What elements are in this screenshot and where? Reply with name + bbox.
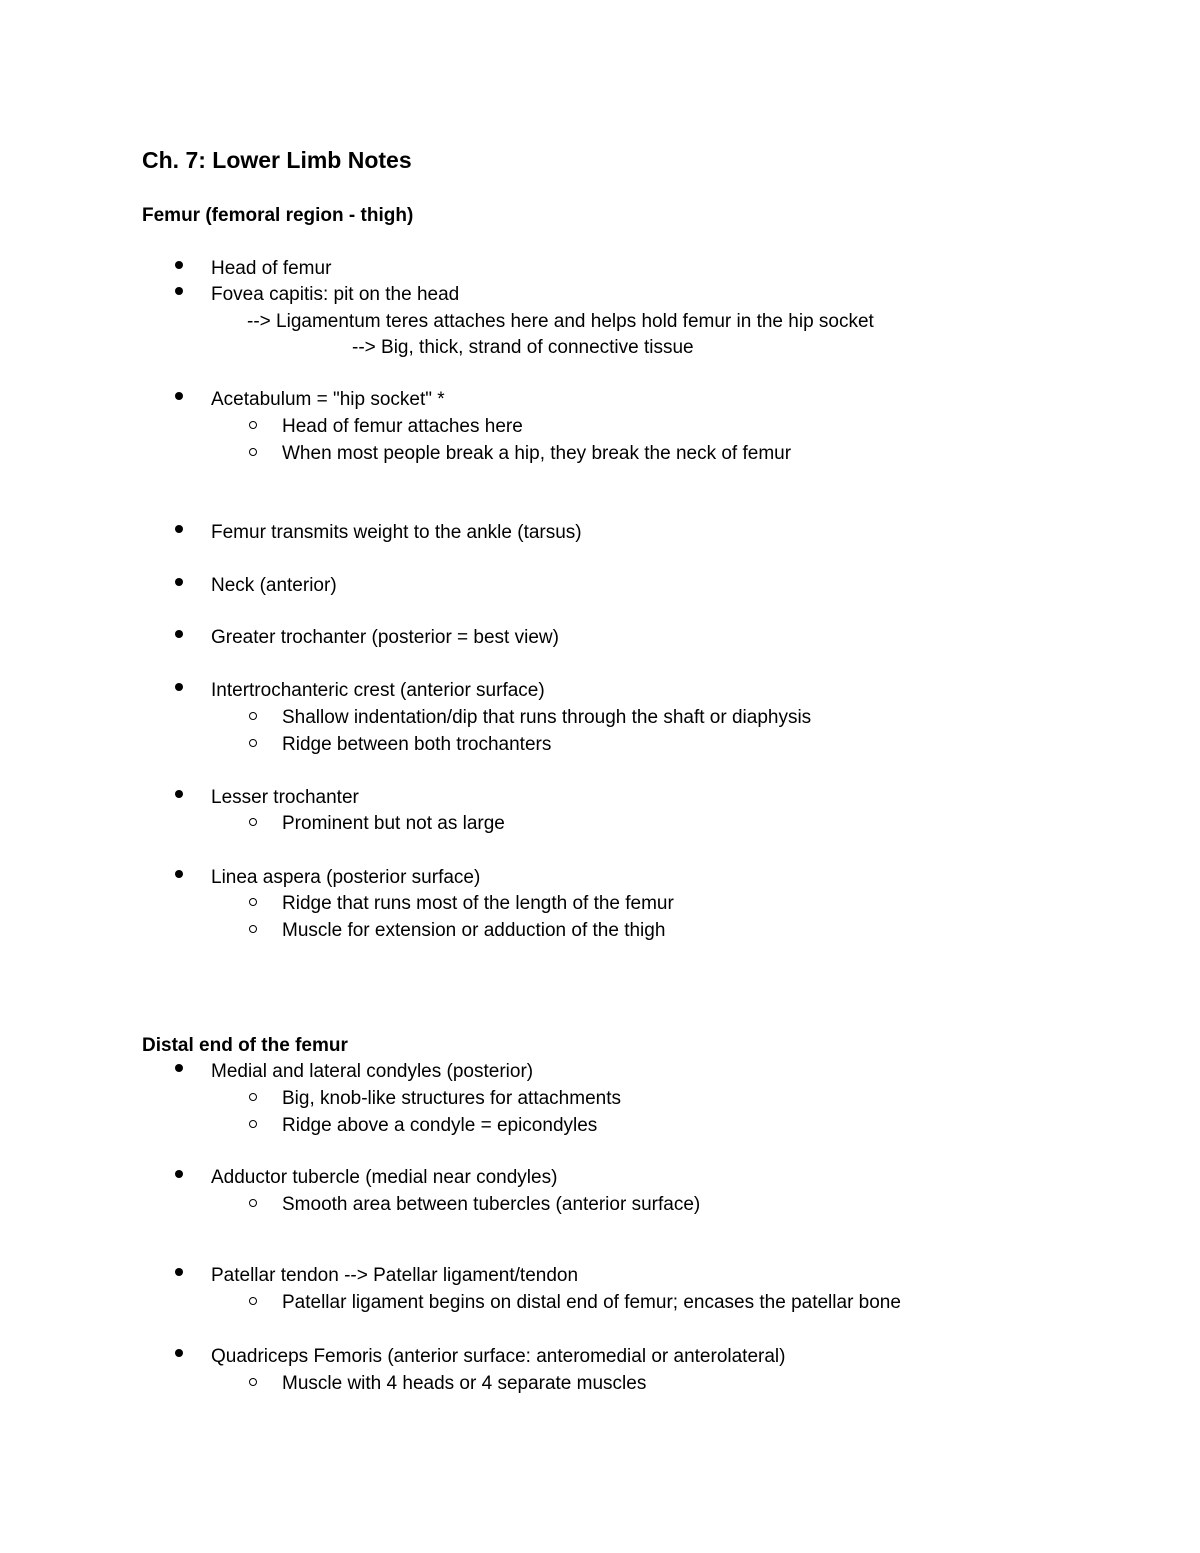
sub-bullet-icon bbox=[249, 1120, 257, 1128]
list-item: Medial and lateral condyles (posterior) bbox=[211, 1061, 534, 1082]
section-heading-femur: Femur (femoral region - thigh) bbox=[142, 205, 414, 226]
sub-bullet-icon bbox=[249, 1199, 257, 1207]
sub-bullet-icon bbox=[249, 739, 257, 747]
sub-bullet-icon bbox=[249, 421, 257, 429]
bullet-icon bbox=[175, 261, 183, 269]
sub-bullet-icon bbox=[249, 818, 257, 826]
list-item: Neck (anterior) bbox=[211, 575, 337, 596]
list-item: Acetabulum = "hip socket" * bbox=[211, 389, 445, 410]
list-item: Patellar ligament begins on distal end of femur; encases the patellar bone bbox=[282, 1292, 901, 1313]
bullet-icon bbox=[175, 1064, 183, 1072]
bullet-icon bbox=[175, 683, 183, 691]
list-item: Intertrochanteric crest (anterior surface) bbox=[211, 680, 545, 701]
list-item: Head of femur bbox=[211, 258, 332, 279]
bullet-icon bbox=[175, 1349, 183, 1357]
list-item: Quadriceps Femoris (anterior surface: anteromedial or anterolateral) bbox=[211, 1346, 786, 1367]
list-item: --> Big, thick, strand of connective tissue bbox=[352, 337, 694, 358]
section-heading-distal-femur: Distal end of the femur bbox=[142, 1035, 348, 1056]
list-item: When most people break a hip, they break the neck of femur bbox=[282, 443, 792, 464]
list-item: Adductor tubercle (medial near condyles) bbox=[211, 1167, 558, 1188]
bullet-icon bbox=[175, 392, 183, 400]
list-item: Femur transmits weight to the ankle (tarsus) bbox=[211, 522, 582, 543]
bullet-icon bbox=[175, 525, 183, 533]
list-item: Lesser trochanter bbox=[211, 787, 359, 808]
sub-bullet-icon bbox=[249, 1093, 257, 1101]
sub-bullet-icon bbox=[249, 925, 257, 933]
bullet-icon bbox=[175, 630, 183, 638]
list-item: Shallow indentation/dip that runs through the shaft or diaphysis bbox=[282, 707, 812, 728]
list-item: Head of femur attaches here bbox=[282, 416, 523, 437]
list-item: Patellar tendon --> Patellar ligament/tendon bbox=[211, 1265, 579, 1286]
list-item: Muscle with 4 heads or 4 separate muscles bbox=[282, 1373, 647, 1394]
list-item: --> Ligamentum teres attaches here and helps hold femur in the hip socket bbox=[247, 311, 874, 332]
page-title: Ch. 7: Lower Limb Notes bbox=[142, 147, 412, 173]
bullet-icon bbox=[175, 790, 183, 798]
list-item: Ridge between both trochanters bbox=[282, 734, 552, 755]
bullet-icon bbox=[175, 1170, 183, 1178]
list-item: Fovea capitis: pit on the head bbox=[211, 284, 460, 305]
list-item: Smooth area between tubercles (anterior surface) bbox=[282, 1194, 701, 1215]
bullet-icon bbox=[175, 1268, 183, 1276]
list-item: Muscle for extension or adduction of the thigh bbox=[282, 920, 666, 941]
list-item: Big, knob-like structures for attachments bbox=[282, 1088, 621, 1109]
list-item: Linea aspera (posterior surface) bbox=[211, 867, 481, 888]
sub-bullet-icon bbox=[249, 1378, 257, 1386]
sub-bullet-icon bbox=[249, 898, 257, 906]
bullet-icon bbox=[175, 287, 183, 295]
list-item: Greater trochanter (posterior = best view) bbox=[211, 627, 559, 648]
list-item: Ridge that runs most of the length of the femur bbox=[282, 893, 674, 914]
list-item: Ridge above a condyle = epicondyles bbox=[282, 1115, 598, 1136]
list-item: Prominent but not as large bbox=[282, 813, 505, 834]
sub-bullet-icon bbox=[249, 1297, 257, 1305]
sub-bullet-icon bbox=[249, 448, 257, 456]
bullet-icon bbox=[175, 870, 183, 878]
bullet-icon bbox=[175, 578, 183, 586]
sub-bullet-icon bbox=[249, 712, 257, 720]
